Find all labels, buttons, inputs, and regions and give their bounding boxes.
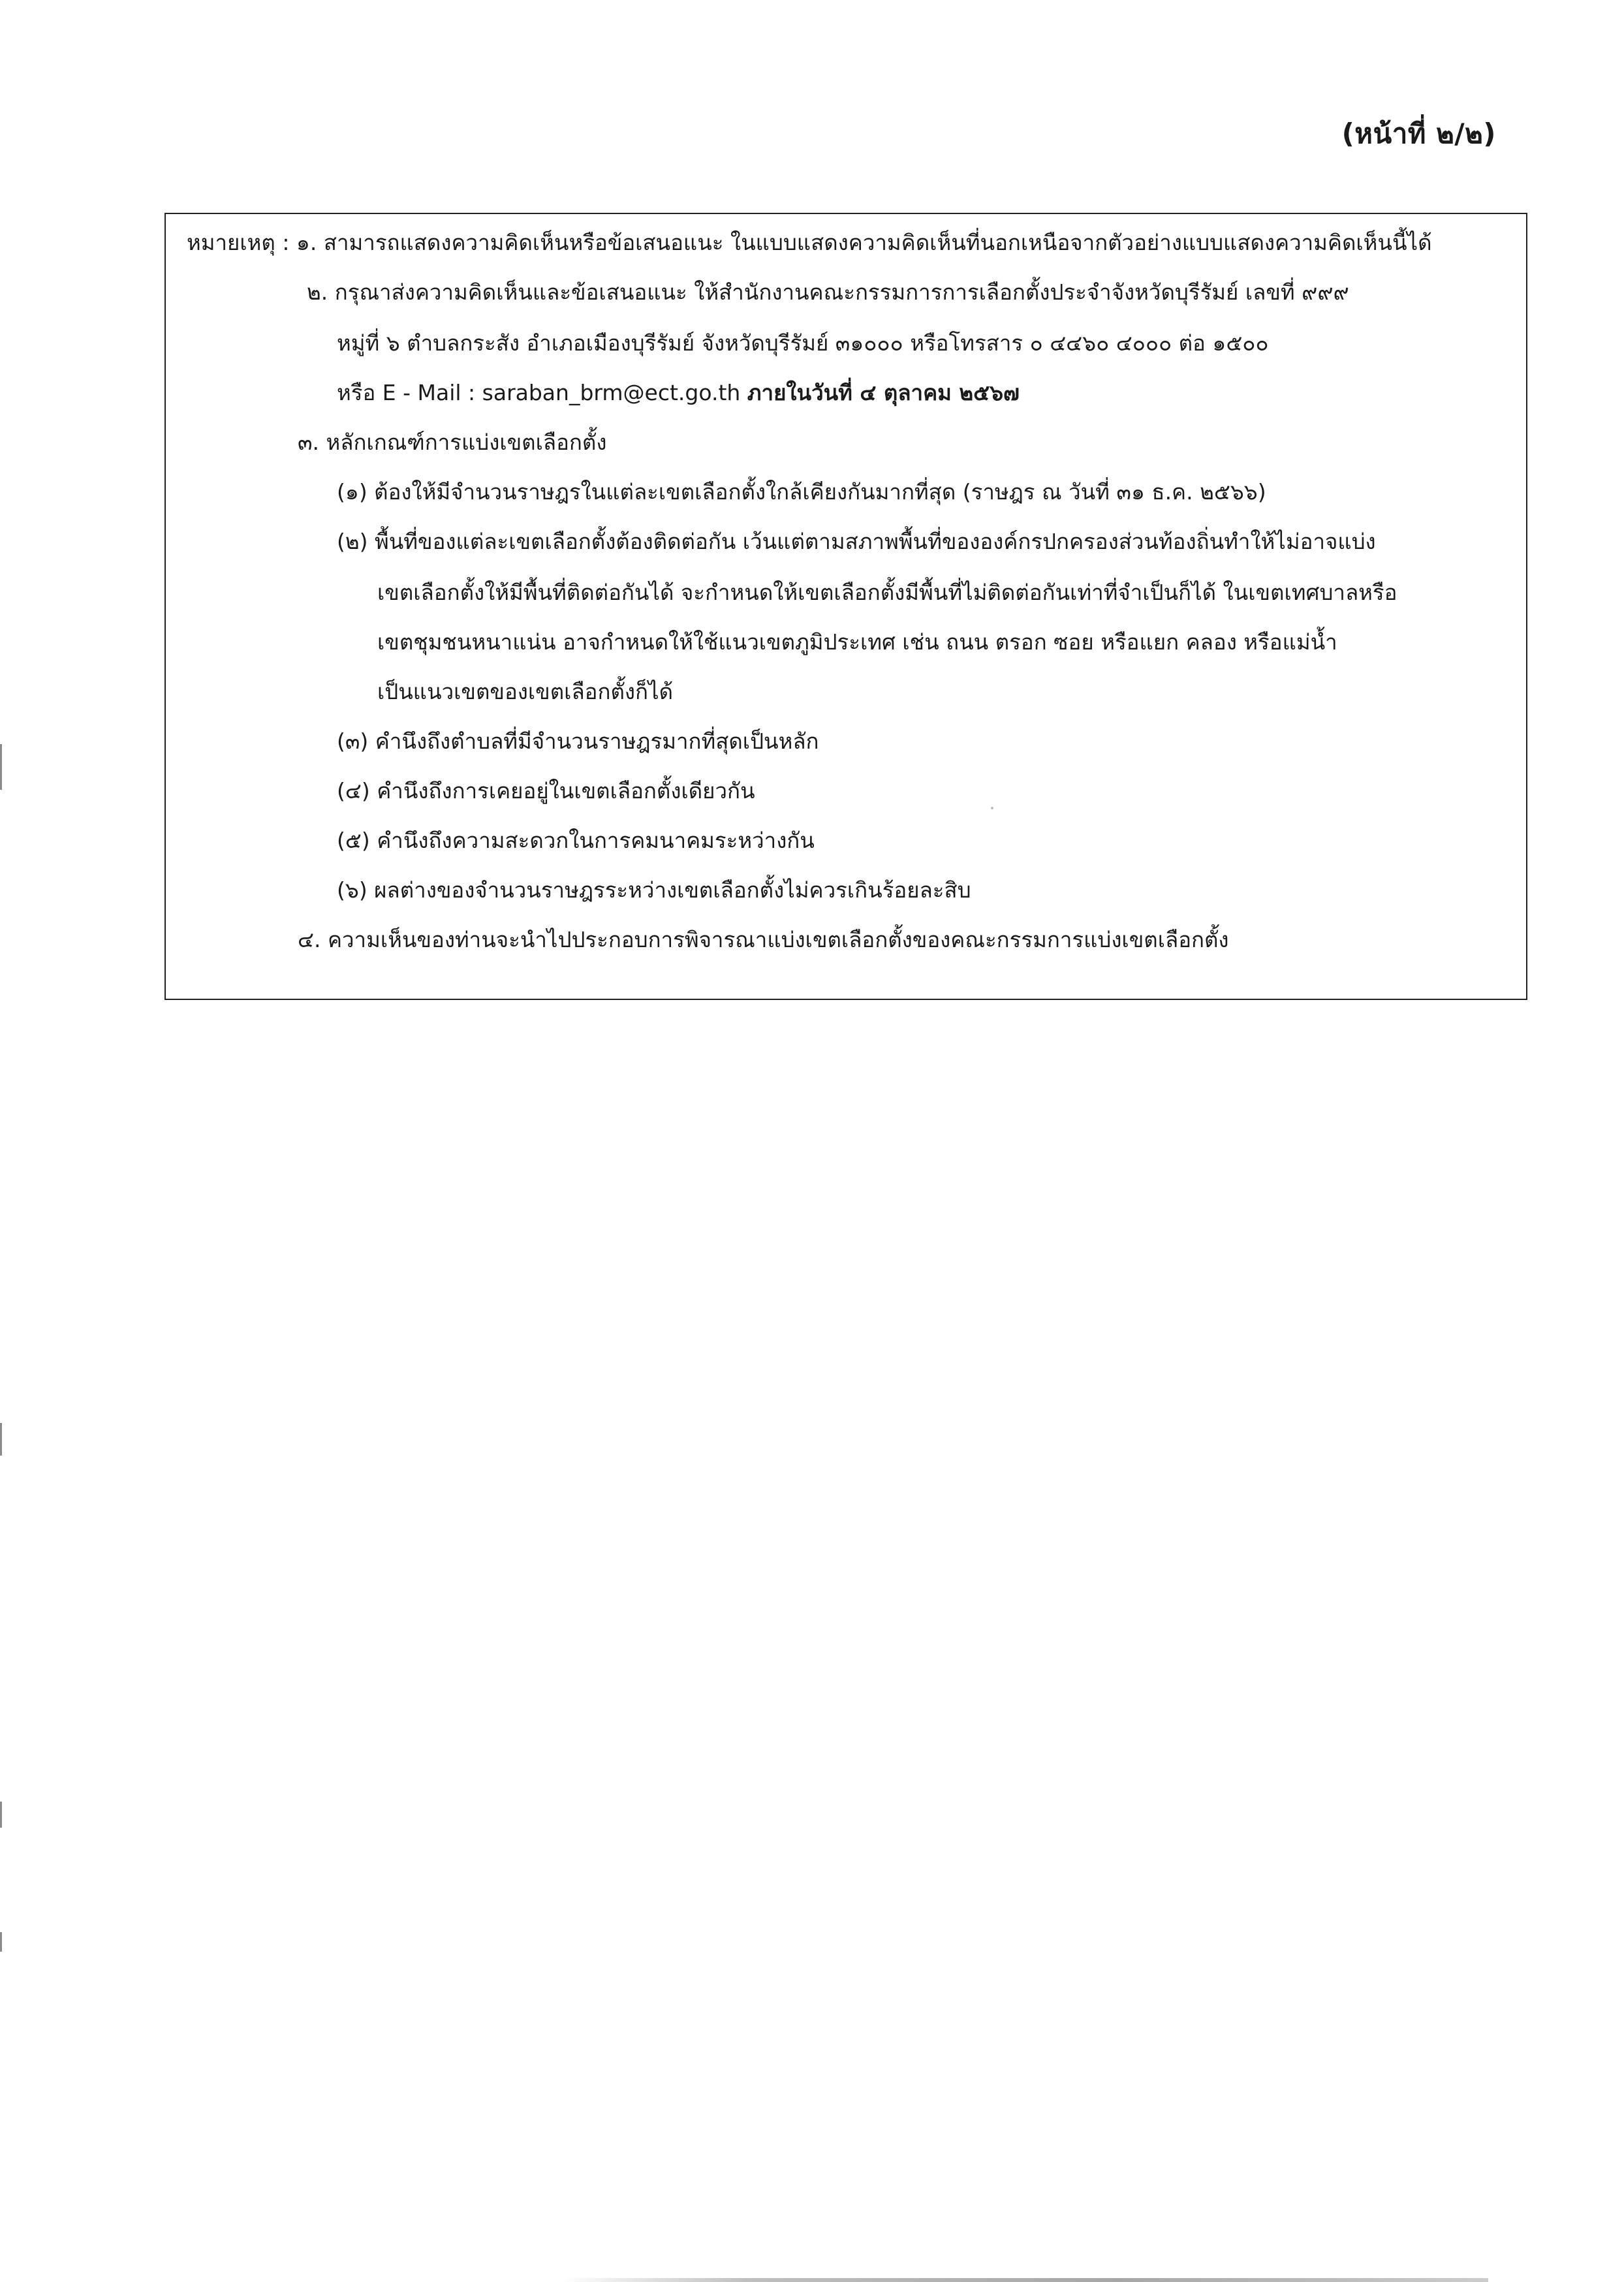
remark-4: ๔. ความเห็นของท่านจะนำไปประกอบการพิจารณาแบ่งเขตเลือกตั้งของคณะกรรมการแบ่งเขตเลือกตั้ง	[298, 927, 1229, 952]
scan-speck	[991, 807, 993, 809]
criterion-6: (๖) ผลต่างของจำนวนราษฎรระหว่างเขตเลือกตั้งไม่ควรเกินร้อยละสิบ	[337, 877, 971, 903]
scan-margin-mark	[0, 744, 2, 790]
scan-margin-mark	[0, 1423, 2, 1456]
submission-deadline: ภายในวันที่ ๔ ตุลาคม ๒๕๖๗	[747, 380, 1020, 405]
page-number: (หน้าที่ ๒/๒)	[1341, 117, 1496, 149]
remark-2-line-1: ๒. กรุณาส่งความคิดเห็นและข้อเสนอแนะ ให้สำนักงานคณะกรรมการการเลือกตั้งประจำจังหวัดบุรีรัมย์ เลขที่ ๙๙๙	[307, 279, 1349, 305]
remark-2-line-2: หมู่ที่ ๖ ตำบลกระสัง อำเภอเมืองบุรีรัมย์ จังหวัดบุรีรัมย์ ๓๑๐๐๐ หรือโทรสาร ๐ ๔๔๖๐ ๔๐๐๐ ต่อ ๑๕๐๐	[337, 330, 1269, 356]
scan-margin-mark	[0, 1802, 2, 1828]
criterion-4: (๔) คำนึงถึงการเคยอยู่ในเขตเลือกตั้งเดียวกัน	[337, 778, 755, 804]
criterion-2-line-2: เขตเลือกตั้งให้มีพื้นที่ติดต่อกันได้ จะกำหนดให้เขตเลือกตั้งมีพื้นที่ไม่ติดต่อกันเท่าที่จำเป็นก็ได้ ในเขตเทศบาลหรือ	[377, 580, 1398, 605]
scan-edge-shadow	[561, 2278, 1488, 2282]
remark-1: หมายเหตุ : ๑. สามารถแสดงความคิดเห็นหรือข้อเสนอแนะ ในแบบแสดงความคิดเห็นที่นอกเหนือจากตัวอย่างแบบแสดงความคิดเห็นนี้ได้	[187, 230, 1432, 255]
criterion-2-line-3: เขตชุมชนหนาแน่น อาจกำหนดให้ใช้แนวเขตภูมิประเทศ เช่น ถนน ตรอก ซอย หรือแยก คลอง หรือแม่น้ำ	[377, 629, 1337, 655]
criterion-2-line-1: (๒) พื้นที่ของแต่ละเขตเลือกตั้งต้องติดต่อกัน เว้นแต่ตามสภาพพื้นที่ขององค์กรปกครองส่วนท้องถิ่นทำให้ไม่อาจแบ่ง	[337, 529, 1376, 554]
scan-margin-mark	[0, 1932, 2, 1952]
remark-3-title: ๓. หลักเกณฑ์การแบ่งเขตเลือกตั้ง	[298, 430, 607, 455]
criterion-1: (๑) ต้องให้มีจำนวนราษฎรในแต่ละเขตเลือกตั้งใกล้เคียงกันมากที่สุด (ราษฎร ณ วันที่ ๓๑ ธ.ค. ๒๕๖๖)	[337, 479, 1266, 505]
criterion-3: (๓) คำนึงถึงตำบลที่มีจำนวนราษฎรมากที่สุดเป็นหลัก	[337, 728, 819, 754]
contact-email: หรือ E - Mail : saraban_brm@ect.go.th	[337, 380, 747, 405]
criterion-2-line-4: เป็นแนวเขตของเขตเลือกตั้งก็ได้	[377, 679, 674, 704]
remark-2-line-3	[337, 380, 1020, 406]
criterion-5: (๕) คำนึงถึงความสะดวกในการคมนาคมระหว่างกัน	[337, 828, 815, 853]
